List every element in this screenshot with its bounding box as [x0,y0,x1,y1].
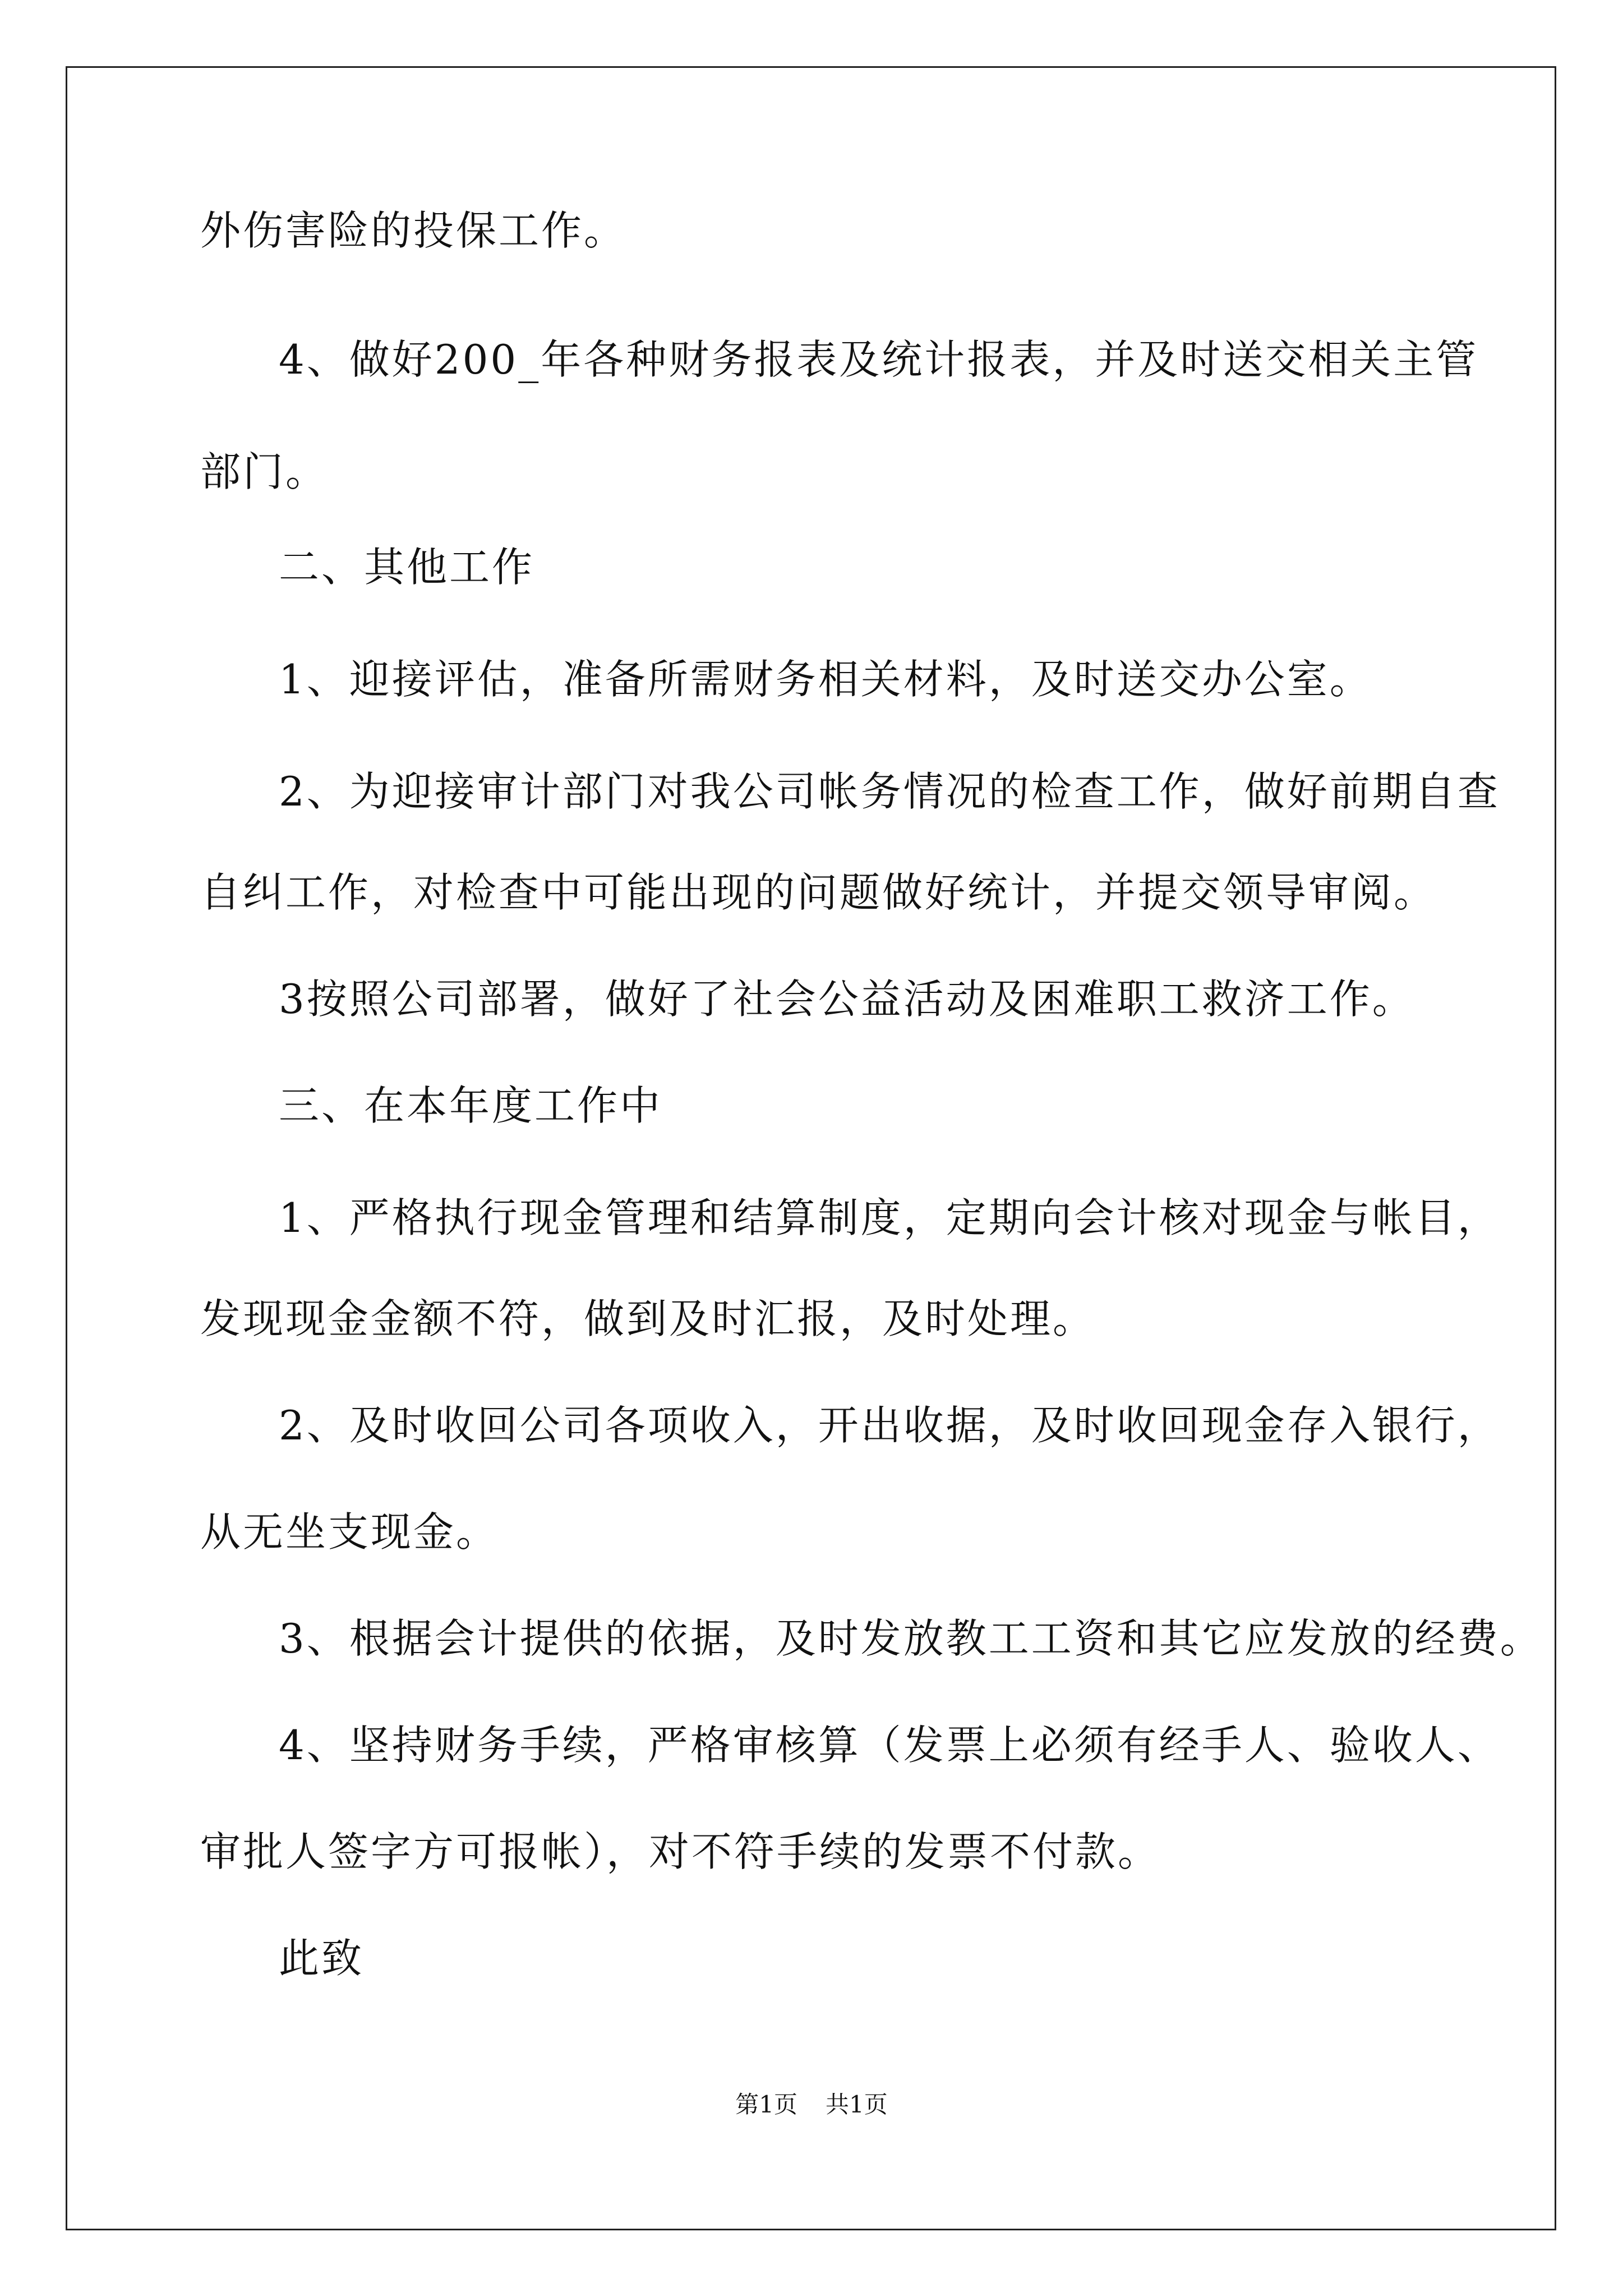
text-line: 从无坐支现金。 [200,1508,499,1556]
page-number-current: 第1页 [735,2091,797,2118]
section-heading: 二、其他工作 [279,544,535,591]
page-footer [0,2088,1623,2122]
text-line: 3按照公司部署，做好了社会公益活动及困难职工救济工作。 [279,976,1415,1023]
text-line: 4、坚持财务手续，严格审核算（发票上必须有经手人、验收人、 [279,1722,1500,1769]
text-line: 部门。 [200,448,329,495]
page-number-total: 共1页 [826,2091,888,2118]
text-line: 外伤害险的投保工作。 [200,207,627,254]
text-line: 1、严格执行现金管理和结算制度，定期向会计核对现金与帐目， [279,1194,1500,1241]
text-line: 4、做好200_年各种财务报表及统计报表，并及时送交相关主管 [279,336,1479,383]
text-line: 2、及时收回公司各项收入，开出收据，及时收回现金存入银行， [279,1402,1500,1449]
closing-salutation: 此致 [279,1935,365,1982]
text-line: 3、根据会计提供的依据，及时发放教工工资和其它应发放的经费。 [279,1615,1543,1662]
text-line: 发现现金金额不符，做到及时汇报，及时处理。 [200,1295,1096,1342]
text-line: 审批人签字方可报帐），对不符手续的发票不付款。 [200,1828,1161,1875]
text-line: 自纠工作，对检查中可能出现的问题做好统计，并提交领导审阅。 [200,869,1437,916]
text-line: 2、为迎接审计部门对我公司帐务情况的检查工作，做好前期自查 [279,768,1500,815]
text-line: 1、迎接评估，准备所需财务相关材料，及时送交办公室。 [279,656,1372,703]
section-heading: 三、在本年度工作中 [279,1082,663,1129]
page-frame [66,66,1556,2230]
